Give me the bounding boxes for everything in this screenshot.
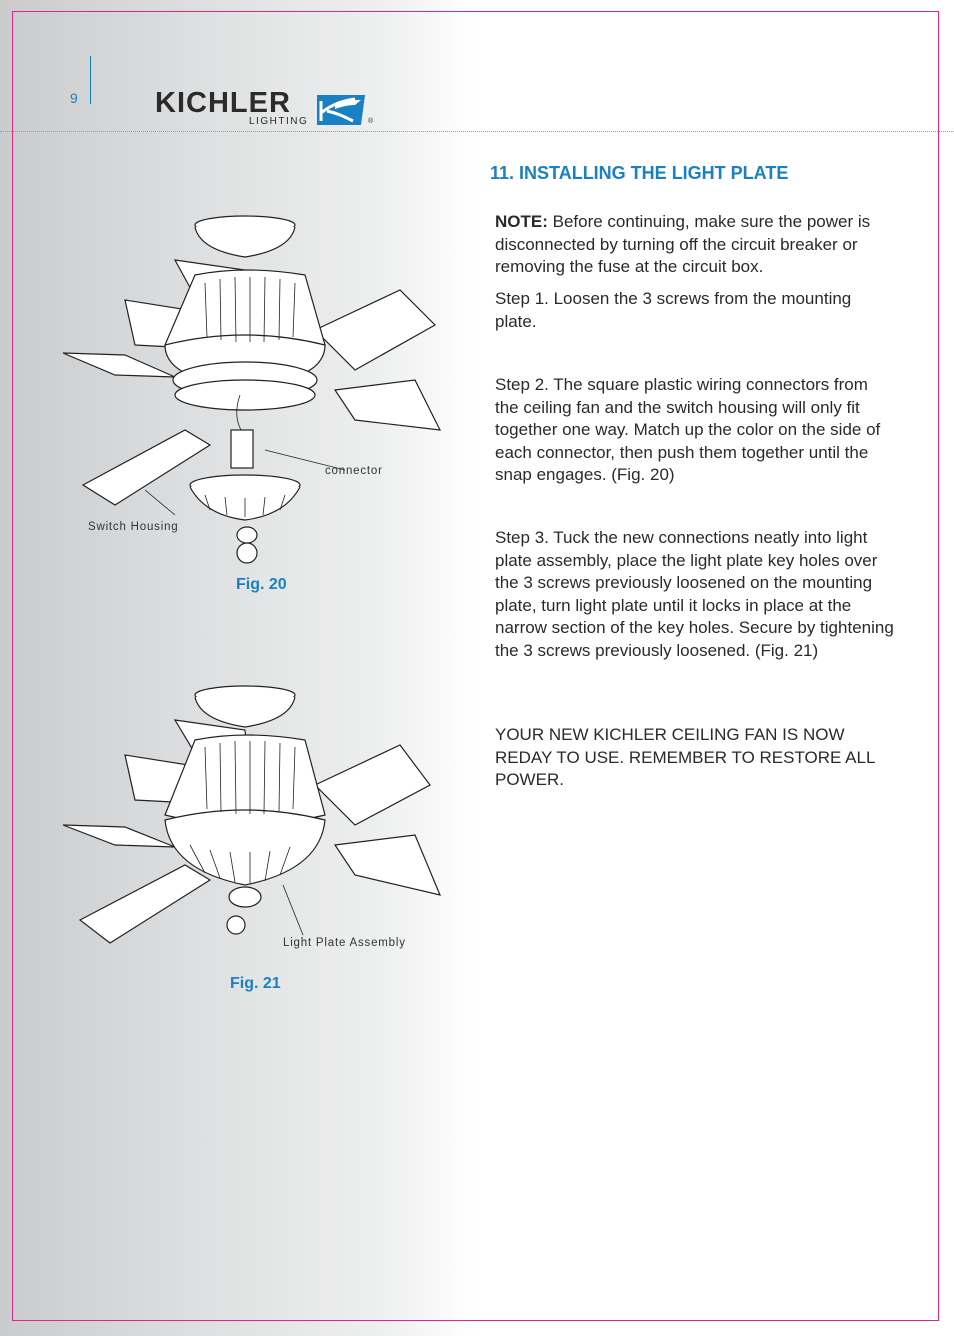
header-divider — [90, 56, 91, 104]
fig20-callout-switch-housing: Switch Housing — [88, 521, 179, 533]
blade-left-lower — [80, 865, 210, 943]
blade-right-upper — [315, 745, 430, 825]
blade-right-lower — [335, 835, 440, 895]
fig20-label: Fig. 20 — [236, 576, 287, 593]
logo-subtitle: LIGHTING — [249, 116, 309, 127]
fig20-fan-illustration — [55, 205, 455, 565]
kichler-logo — [155, 88, 375, 130]
step-3: Step 3. Tuck the new connections neatly into light plate assembly, place the light plate key holes over the 3 screws previously loosened on the mounting plate, turn light plate until it locks in place at the narrow section of the key holes. Secure by tightening the 3 screws previously loosened. (Fig. 21) — [495, 528, 894, 660]
blade-iron-left — [63, 353, 175, 377]
fig20-callout-connector: connector — [325, 465, 383, 477]
blade-right-upper — [315, 290, 435, 370]
page-number: 9 — [70, 90, 78, 106]
kichler-k-mark-icon — [317, 91, 367, 127]
fig21-callout-light-plate: Light Plate Assembly — [283, 937, 406, 949]
note-paragraph — [495, 211, 895, 279]
blade-right-lower — [335, 380, 440, 430]
blade-iron-left — [63, 825, 175, 847]
fig21-fan-illustration — [55, 685, 455, 945]
note-text: Before continuing, make sure the power is disconnected by turning off the circuit breaker or removing the fuse at the circuit box. — [495, 212, 871, 276]
closing-note: YOUR NEW KICHLER CEILING FAN IS NOW REDAY TO USE. REMEMBER TO RESTORE ALL POWER. — [495, 725, 875, 789]
fig21-label: Fig. 21 — [230, 975, 281, 992]
blade-left-lower — [83, 430, 210, 505]
registered-mark: ® — [368, 118, 374, 125]
header-dotted-rule — [0, 131, 954, 132]
section-title: 11. INSTALLING THE LIGHT PLATE — [490, 163, 789, 183]
step-2: Step 2. The square plastic wiring connectors from the ceiling fan and the switch housing will only fit together one way. Match up the color on the side of each connector, then push them together until the snap engages. (Fig. 20) — [495, 375, 881, 484]
note-label: NOTE: — [495, 212, 548, 231]
step-1: Step 1. Loosen the 3 screws from the mounting plate. — [495, 289, 852, 331]
logo-wordmark: KICHLER — [155, 87, 291, 119]
